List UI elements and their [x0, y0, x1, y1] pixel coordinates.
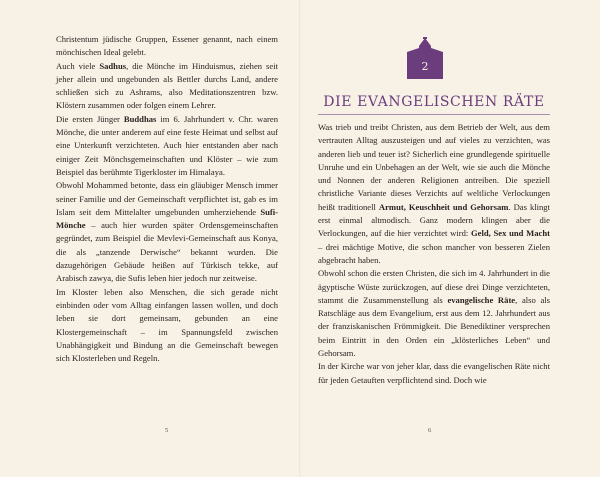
right-paragraph-2: Obwohl schon die ersten Christen, die sich im 4. Jahrhundert in die ägyptische Wüste zurückzogen, auf diese drei Dinge verzichteten, stammt die Zusammenstellung als evangelische Räte, also als Ratschläge aus dem Evangelium, erst aus dem 12. Jahrhundert aus der franziskanischen Frömmigkeit. Die Benediktiner versprechen beim Eintritt in den Orden ein „klösterliches Leben“ und Gehorsam. [318, 268, 551, 359]
chapter-title: DIE EVANGELISCHEN RÄTE [323, 94, 545, 110]
title-underline [318, 114, 550, 115]
chapter-number: 2 [421, 60, 429, 73]
left-paragraph-1: Christentum jüdische Gruppen, Essener genannt, nach einem mönchischen Ideal gelebt. [56, 34, 278, 58]
right-page-body [318, 121, 550, 387]
chapter-badge [404, 37, 446, 79]
right-paragraph-3: In der Kirche war von jeher klar, dass die evangelischen Räte nicht für jeden Getauften verpflichtend sind. Doch wie [318, 361, 550, 385]
left-page-body [56, 33, 278, 365]
right-page-number: 6 [428, 427, 432, 434]
left-paragraph-5: Im Kloster leben also Menschen, die sich gerade nicht einbinden oder vom Alltag einfangen lassen wollen, und doch leben sie dort gemeinsam, gebunden an eine Klostergemeinschaft – im Spannungsfeld zwischen Unabhängigkeit und Bindung an die Gemeinschaft bewegen sich Klosterleben und Regeln. [56, 286, 278, 364]
right-paragraph-1: Was trieb und treibt Christen, aus dem Betrieb der Welt, aus dem vertrauten Alltag auszusteigen und auf vieles zu verzichten, was anderen lieb und teuer ist? Sicherlich eine grundlegende spirituelle Unruhe und ein Unbehagen an der Welt, wie sie auch die Mönche und Nonnen der anderen Religionen antreiben. Die speziell christliche Variante dieses Verzichts auf weltliche Verlockungen heißt traditionell Armut, Keuschheit und Gehorsam. Das klingt erst einmal altmodisch. Ganz modern klingen aber die Verlockungen, auf die hier verzichtet wird: Geld, Sex und Macht – drei mächtige Motive, die schon mancher von besseren Zielen abgebracht haben. [318, 122, 550, 265]
left-paragraph-2: Auch viele Sadhus, die Mönche im Hinduismus, ziehen seit jeher allein und ungebunden als Bettler durchs Land, andere schließen sich zu Ashrams, also Meditationszentren bzw. Klöstern zusammen oder folgen einem Lehrer. [56, 60, 278, 111]
left-paragraph-4: Obwohl Mohammed betonte, dass ein gläubiger Mensch immer seiner Familie und der Gemeinschaft verpflichtet ist, gab es im Islam seit dem Mittelalter umgebunden umherziehende Sufi-Mönche – auch hier wurden später Ordensgemeinschaften gegründet, zum Beispiel die Mevlevi-Gemeinschaft aus Konya, die als „tanzende Derwische“ bekannt wurden. Die dazugehörigen Gebäude heißen auf Türkisch tekke, auf Arabisch zawya, die Sufis leben hier jedoch nur zeitweise. [56, 180, 278, 284]
left-paragraph-3: Die ersten Jünger Buddhas im 6. Jahrhundert v. Chr. waren Mönche, die unter anderem auf eine feste Heimat und selbst auf eine Unterkunft verzichteten. Auch hier entstanden aber nach einiger Zeit Mönchsgemeinschaften und Klöster – wie zum Beispiel das berühmte Tigerkloster im Himalaya. [56, 113, 278, 177]
chapel-icon [404, 37, 446, 79]
left-page-number: 5 [165, 427, 169, 434]
